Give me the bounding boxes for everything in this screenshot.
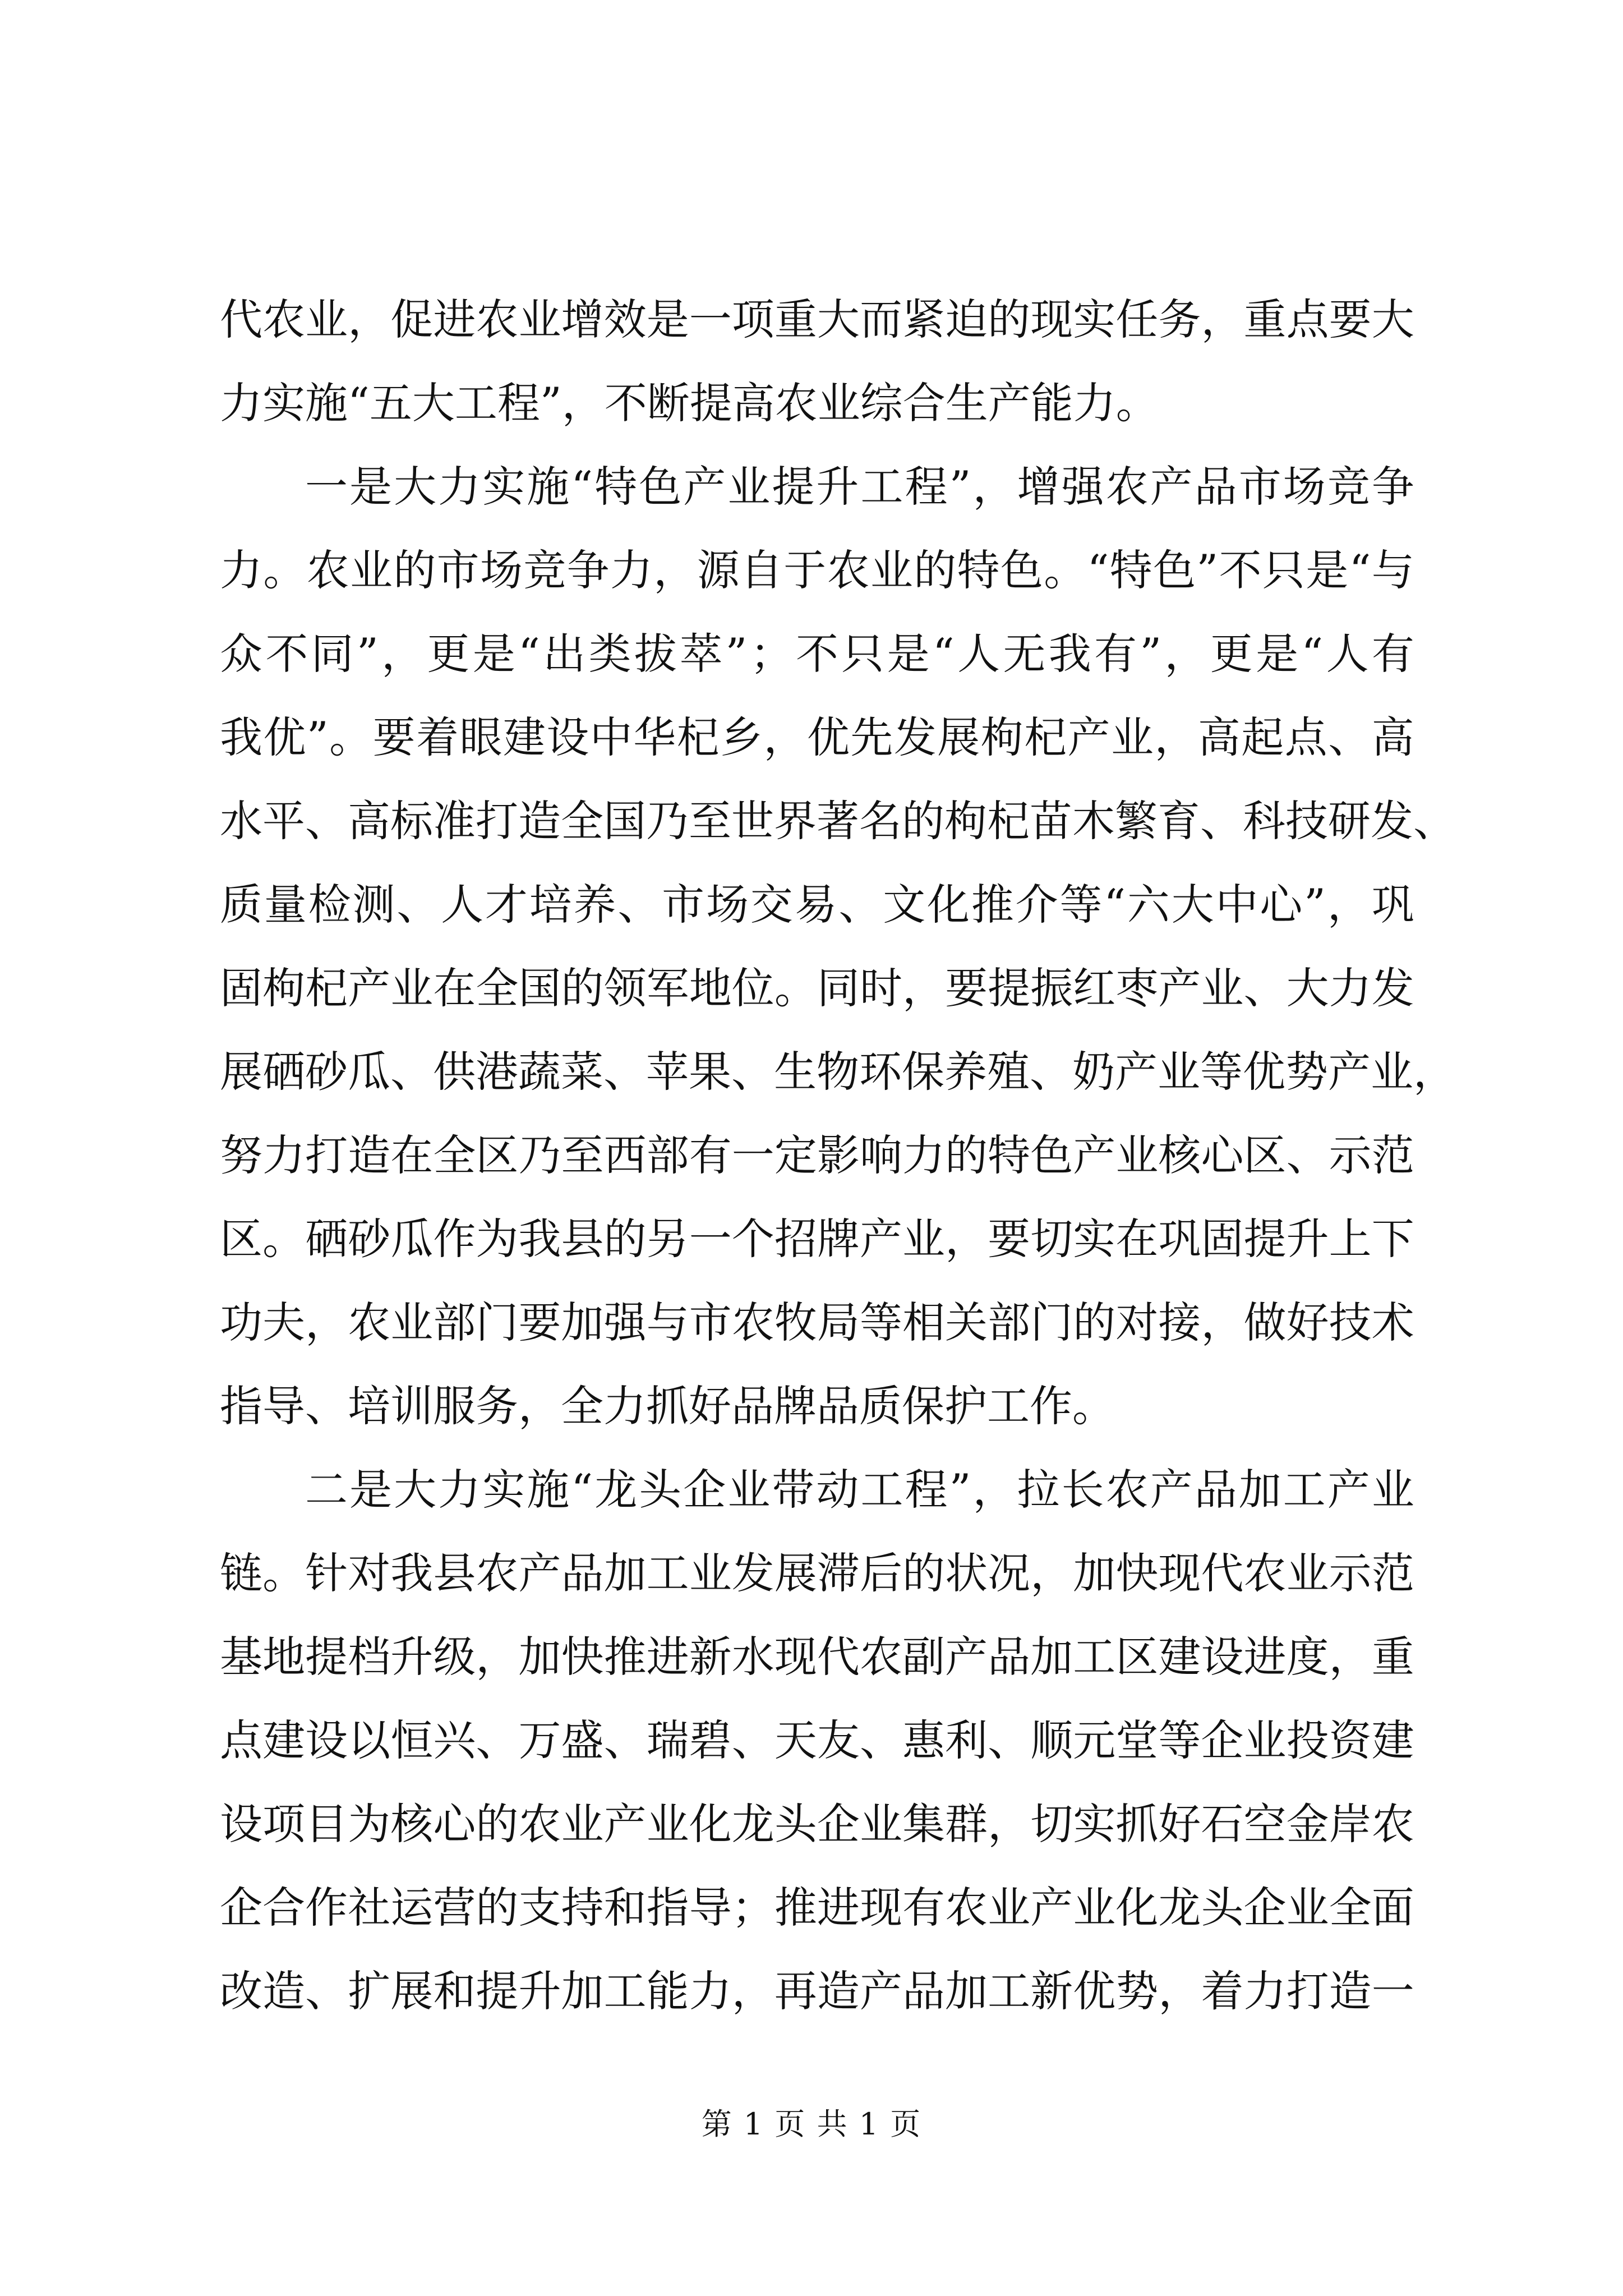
- text-line: 我 优 ” 。 要 着 眼 建 设 中 华 杞 乡 ， 优 先 发 展 枸 杞 产 业 ， 高 起 点 、 高: [220, 712, 1414, 762]
- text-line: 二 是 大 力 实 施 “ 龙 头 企 业 带 动 工 程 ” ， 拉 长 农 产 品 加 工 产 业: [305, 1465, 1414, 1515]
- text-line: 功 夫 ， 农 业 部 门 要 加 强 与 市 农 牧 局 等 相 关 部 门 的 对 接 ， 做 好 技 术: [220, 1297, 1414, 1347]
- text-line: 展 硒 砂 瓜 、 供 港 蔬 菜 、 苹 果 、 生 物 环 保 养 殖 、 奶 产 业 等 优 势 产 业 ，: [220, 1047, 1456, 1097]
- text-line: 企 合 作 社 运 营 的 支 持 和 指 导 ； 推 进 现 有 农 业 产 业 化 龙 头 企 业 全 面: [220, 1883, 1414, 1932]
- text-line: 基 地 提 档 升 级 ， 加 快 推 进 新 水 现 代 农 副 产 品 加 工 区 建 设 进 度 ， 重: [220, 1632, 1414, 1682]
- text-line: 质 量 检 测 、 人 才 培 养 、 市 场 交 易 、 文 化 推 介 等 “ 六 大 中 心 ” ， 巩: [220, 880, 1414, 930]
- text-line: 众 不 同 ” ， 更 是 “ 出 类 拔 萃 ” ； 不 只 是 “ 人 无 我 有 ” ， 更 是 “ 人 有: [220, 629, 1414, 679]
- text-line: 代 农 业 ， 促 进 农 业 增 效 是 一 项 重 大 而 紧 迫 的 现 实 任 务 ， 重 点 要 大: [220, 295, 1414, 344]
- text-line: 指 导 、 培 训 服 务 ， 全 力 抓 好 品 牌 品 质 保 护 工 作 。: [220, 1381, 1115, 1431]
- text-line: 水 平 、 高 标 准 打 造 全 国 乃 至 世 界 著 名 的 枸 杞 苗 木 繁 育 、 科 技 研 发 、: [220, 796, 1456, 846]
- text-line: 力 实 施 “ 五 大 工 程 ” ， 不 断 提 高 农 业 综 合 生 产 能 力 。: [220, 378, 1159, 428]
- body-text: [220, 278, 1456, 2033]
- paragraph: [220, 278, 1414, 445]
- paragraph: [220, 445, 1456, 1448]
- text-line: 链 。 针 对 我 县 农 产 品 加 工 业 发 展 滞 后 的 状 况 ， 加 快 现 代 农 业 示 范: [220, 1548, 1414, 1598]
- text-line: 努 力 打 造 在 全 区 乃 至 西 部 有 一 定 影 响 力 的 特 色 产 业 核 心 区 、 示 范: [220, 1130, 1414, 1180]
- text-line: 力 。 农 业 的 市 场 竞 争 力 ， 源 自 于 农 业 的 特 色 。 “ 特 色 ” 不 只 是 “ 与: [220, 545, 1414, 595]
- paragraph: [220, 1448, 1414, 2033]
- text-line: 点 建 设 以 恒 兴 、 万 盛 、 瑞 碧 、 天 友 、 惠 利 、 顺 元 堂 等 企 业 投 资 建: [220, 1715, 1414, 1765]
- text-line: 一 是 大 力 实 施 “ 特 色 产 业 提 升 工 程 ” ， 增 强 农 产 品 市 场 竞 争: [305, 462, 1414, 512]
- page-footer: 第 1 页 共 1 页: [701, 2106, 922, 2142]
- text-line: 区 。 硒 砂 瓜 作 为 我 县 的 另 一 个 招 牌 产 业 ， 要 切 实 在 巩 固 提 升 上 下: [220, 1214, 1414, 1264]
- text-line: 固 枸 杞 产 业 在 全 国 的 领 军 地 位 。 同 时 ， 要 提 振 红 枣 产 业 、 大 力 发: [220, 963, 1414, 1013]
- text-line: 设 项 目 为 核 心 的 农 业 产 业 化 龙 头 企 业 集 群 ， 切 实 抓 好 石 空 金 岸 农: [220, 1799, 1414, 1849]
- text-line: 改 造 、 扩 展 和 提 升 加 工 能 力 ， 再 造 产 品 加 工 新 优 势 ， 着 力 打 造 一: [220, 1966, 1414, 2016]
